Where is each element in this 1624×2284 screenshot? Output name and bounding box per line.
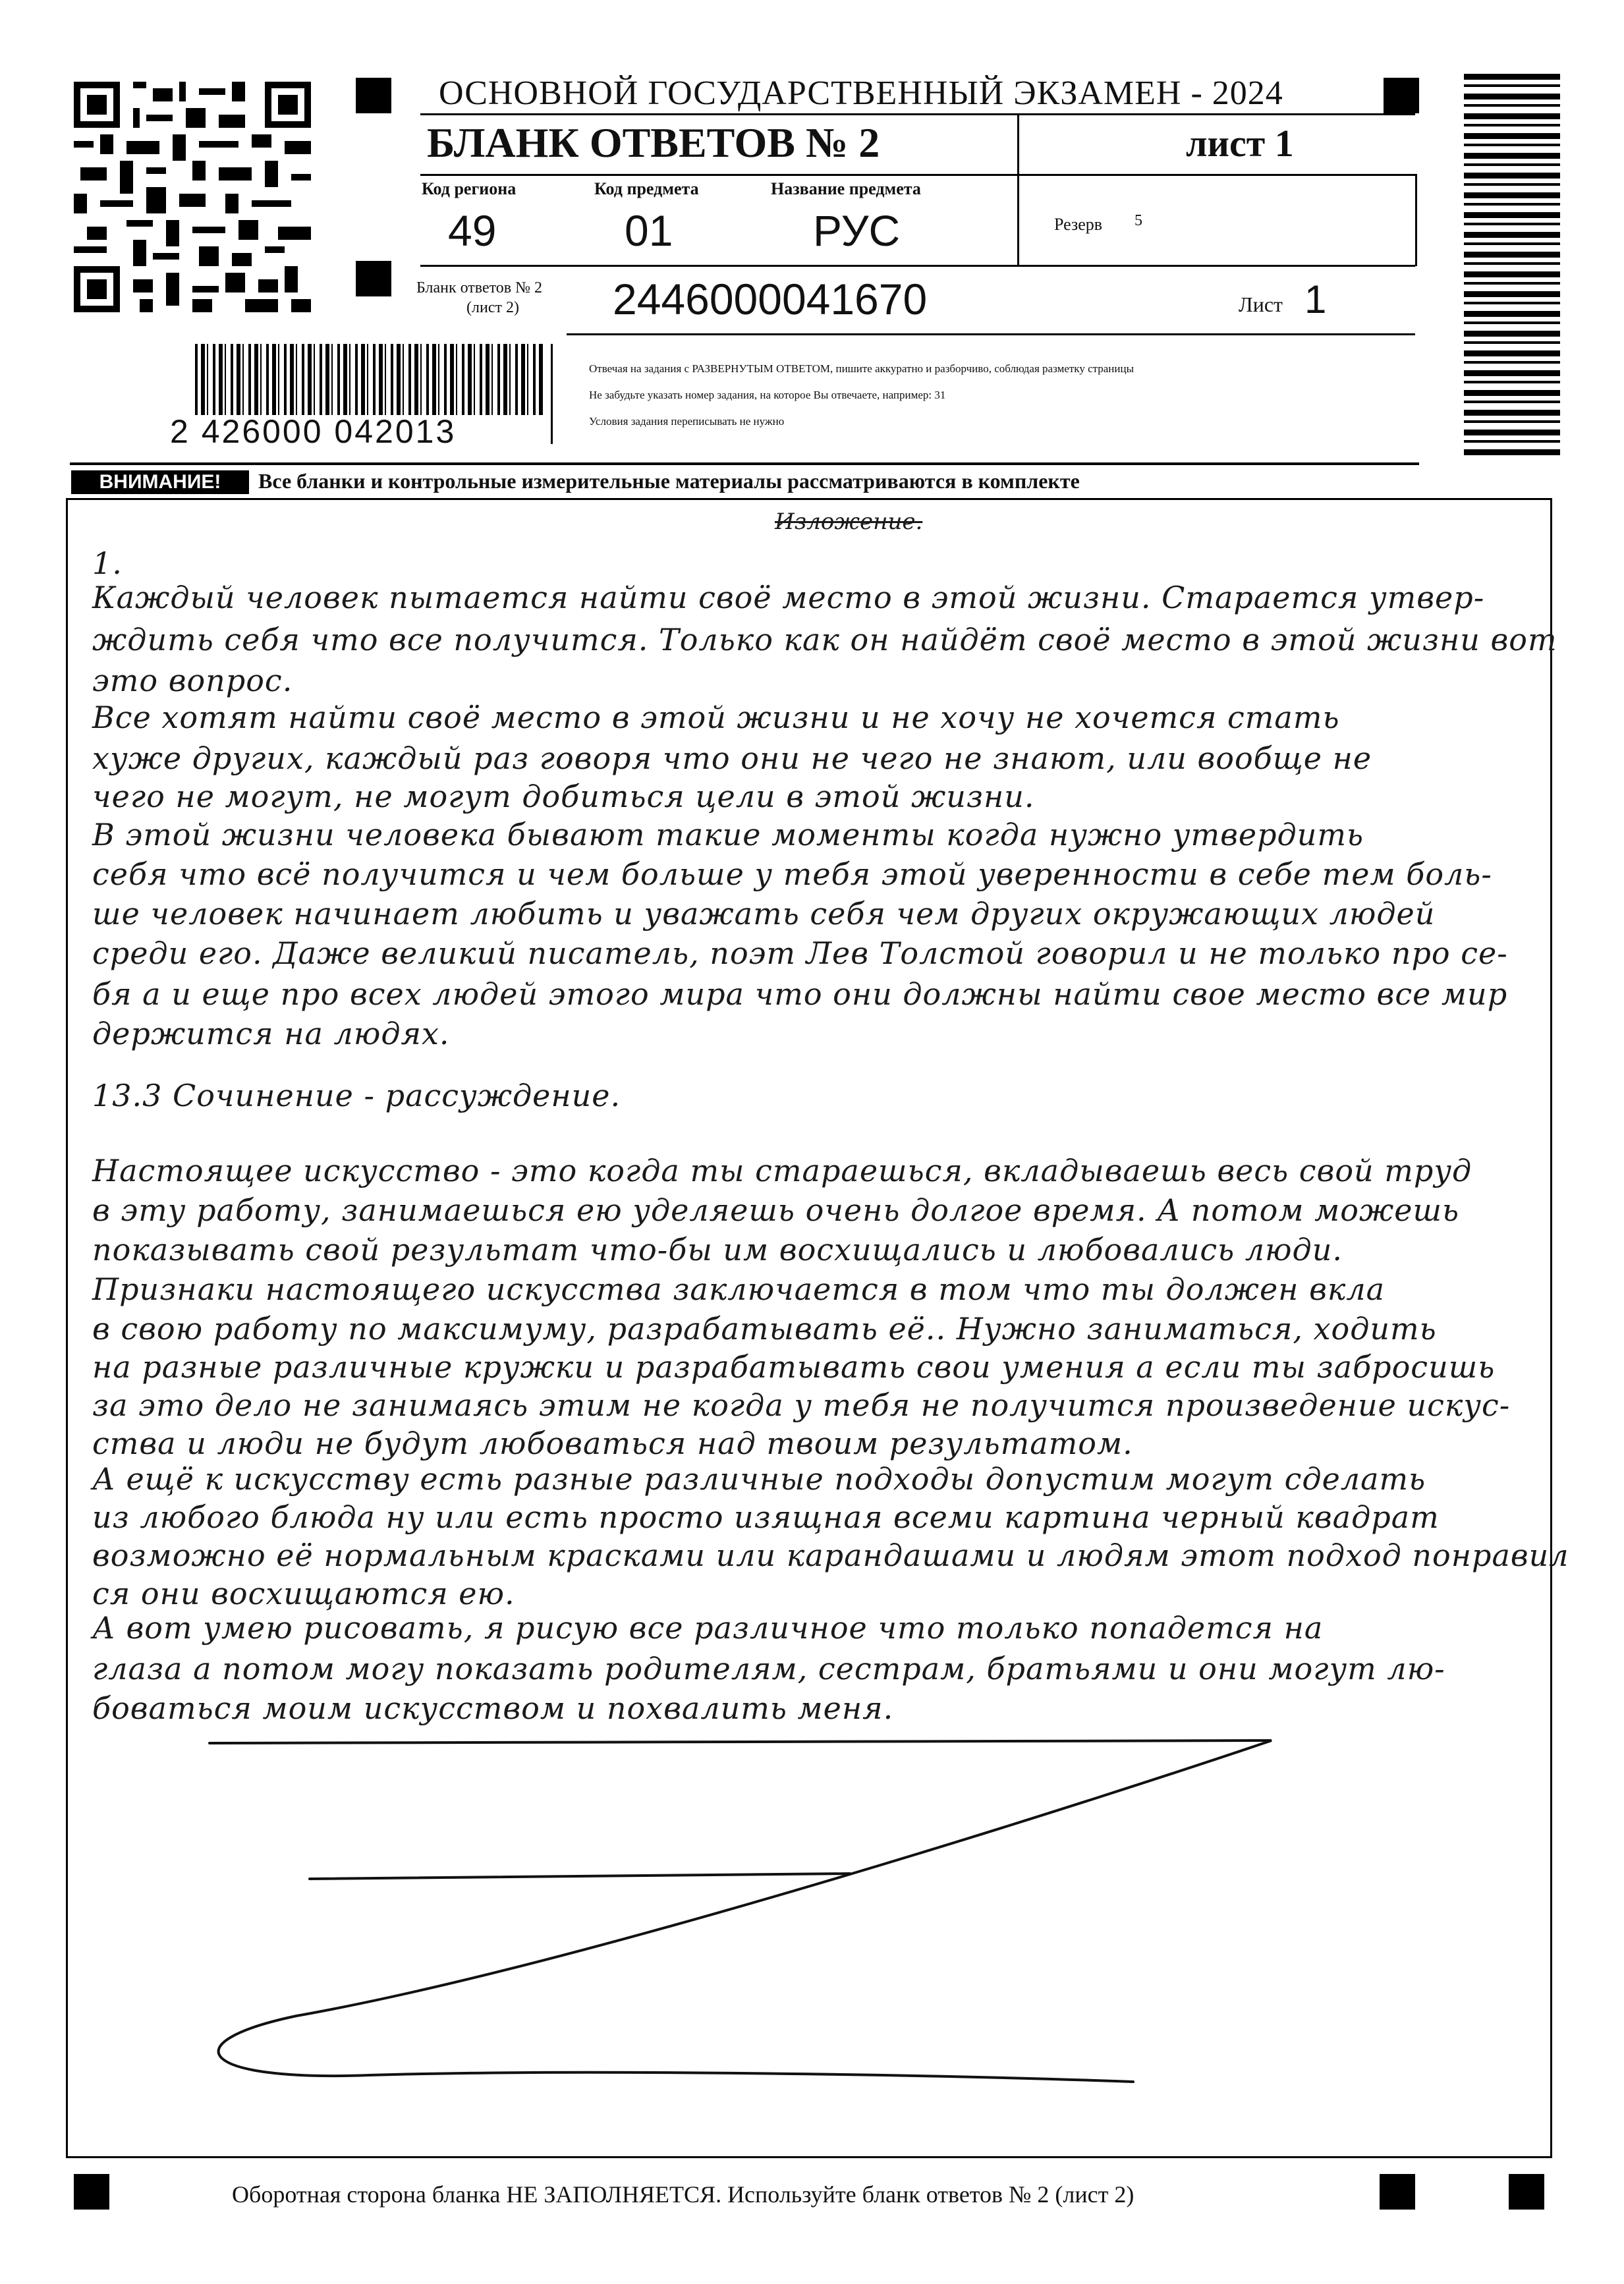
barcode-number: 2 426000 042013: [170, 413, 457, 450]
answer-line: боваться моим искусством и похвалить меня.: [92, 1690, 894, 1726]
answer-line: на разные различные кружки и разрабатывать свои умения а если ты забросишь: [92, 1349, 1496, 1385]
sheet-label: лист 1: [1186, 122, 1294, 165]
warning-badge: ВНИМАНИЕ!: [71, 470, 249, 494]
answer-line: хуже других, каждый раз говоря что они не чего не знают, или вообще не: [92, 740, 1372, 776]
answer-line: Признаки настоящего искусства заключается в том что ты должен вкла: [92, 1271, 1386, 1307]
crossed-out-word: Изложение.: [775, 509, 923, 535]
instruction-1: Отвечая на задания с РАЗВЕРНУТЫМ ОТВЕТОМ, пишите аккуратно и разборчиво, соблюдая разметку страницы: [589, 362, 1134, 375]
subject-name: РУС: [813, 206, 901, 255]
footer-note: Оборотная сторона бланка НЕ ЗАПОЛНЯЕТСЯ. Используйте бланк ответов № 2 (лист 2): [232, 2181, 1134, 2208]
answer-line: себя что всё получится и чем больше у тебя этой уверенности в себе тем боль-: [92, 856, 1492, 892]
form-number: 2446000041670: [613, 275, 928, 323]
answer-line: Настоящее искусство - это когда ты стараешься, вкладываешь весь свой труд: [92, 1153, 1472, 1188]
answer-line: ства и люди не будут любоваться над твоим результатом.: [92, 1426, 1133, 1461]
answer-line: 1.: [92, 545, 123, 581]
form-title: БЛАНК ОТВЕТОВ № 2: [427, 119, 880, 166]
answer-line: В этой жизни человека бывают такие моменты когда нужно утвердить: [92, 817, 1364, 852]
answer-line: 13.3 Сочинение - рассуждение.: [92, 1078, 621, 1113]
answer-line: ше человек начинает любить и уважать себя чем других окружающих людей: [92, 896, 1436, 932]
subject-code: 01: [625, 206, 673, 255]
list-label: Лист: [1239, 292, 1283, 316]
region-code-label: Код региона: [422, 179, 517, 198]
answer-line: А вот умею рисовать, я рисую все различное что только попадется на: [92, 1610, 1324, 1646]
reserve-label: Резерв: [1054, 215, 1103, 234]
instruction-3: Условия задания переписывать не нужно: [589, 415, 785, 428]
answer-line: ся они восхищаются ею.: [92, 1576, 515, 1611]
answer-line: чего не могут, не могут добиться цели в этой жизни.: [92, 779, 1035, 814]
form-ref-line2: (лист 2): [466, 299, 519, 316]
answer-line: Каждый человек пытается найти своё место в этой жизни. Старается утвер-: [92, 580, 1485, 615]
answer-line: показывать свой результат что-бы им восхищались и любовались люди.: [92, 1232, 1343, 1267]
exam-title: ОСНОВНОЙ ГОСУДАРСТВЕННЫЙ ЭКЗАМЕН - 2024: [439, 74, 1283, 112]
answer-line: в эту работу, занимаешься ею уделяешь очень долгое время. А потом можешь: [92, 1192, 1460, 1228]
answer-line: за это дело не занимаясь этим не когда у тебя не получится произведение искус-: [92, 1387, 1511, 1423]
answer-line: А ещё к искусству есть разные различные подходы допустим могут сделать: [92, 1461, 1426, 1497]
answer-line: глаза а потом могу показать родителям, сестрам, братьями и они могут лю-: [92, 1651, 1445, 1686]
reserve-value: 5: [1134, 212, 1142, 229]
subject-code-label: Код предмета: [594, 179, 699, 198]
answer-line: бя а и еще про всех людей этого мира что они должны найти свое место все мир: [92, 976, 1508, 1012]
form-ref-line1: Бланк ответов № 2: [416, 279, 543, 296]
answer-line: Все хотят найти своё место в этой жизни и не хочу не хочется стать: [92, 700, 1340, 735]
subject-name-label: Название предмета: [771, 179, 921, 198]
answer-line: среди его. Даже великий писатель, поэт Лев Толстой говорил и не только про се-: [92, 935, 1508, 971]
answer-line: в свою работу по максимуму, разрабатывать её.. Нужно заниматься, ходить: [92, 1311, 1437, 1347]
answer-line: из любого блюда ну или есть просто изящная всеми картина черный квадрат: [92, 1499, 1440, 1535]
answer-line: ждить себя что все получится. Только как он найдёт своё место в этой жизни вот: [92, 622, 1557, 657]
instruction-2: Не забудьте указать номер задания, на которое Вы отвечаете, например: 31: [589, 389, 946, 401]
warning-text: Все бланки и контрольные измерительные материалы рассматриваются в комплекте: [258, 469, 1080, 493]
region-code: 49: [448, 206, 497, 255]
answer-line: это вопрос.: [92, 663, 293, 698]
answer-line: возможно её нормальным красками или карандашами и людям этот подход понравил: [92, 1538, 1569, 1573]
answer-line: держится на людях.: [92, 1016, 450, 1051]
list-value: 1: [1304, 277, 1327, 321]
